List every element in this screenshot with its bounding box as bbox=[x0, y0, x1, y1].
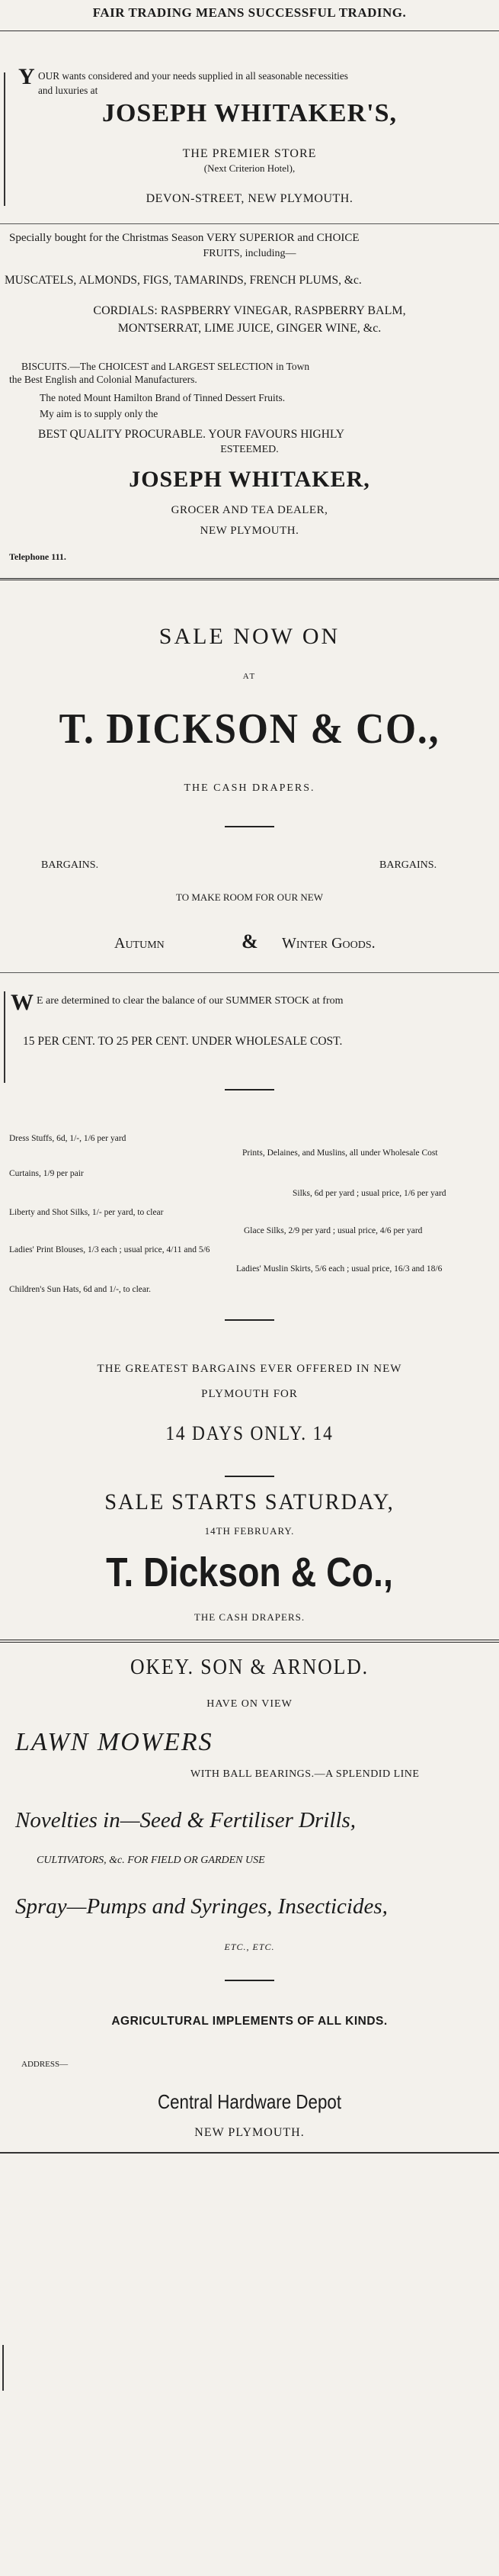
quality-line: BEST QUALITY PROCURABLE. YOUR FAVOURS HIGHLY bbox=[38, 428, 345, 441]
ball-bearings: WITH BALL BEARINGS.—A SPLENDID LINE bbox=[190, 1768, 420, 1780]
christmas-line: Specially bought for the Christmas Season VERY SUPERIOR and CHOICE bbox=[9, 232, 360, 244]
hamilton-line: The noted Mount Hamilton Brand of Tinned Dessert Fruits. bbox=[40, 392, 286, 403]
fruits-list: MUSCATELS, ALMONDS, FIGS, TAMARINDS, FRENCH PLUMS, &c. bbox=[5, 274, 362, 287]
cordials-line: MONTSERRAT, LIME JUICE, GINGER WINE, &c. bbox=[117, 322, 382, 335]
dickson-tagline: THE CASH DRAPERS. bbox=[184, 782, 315, 794]
bottom-divider bbox=[0, 2152, 499, 2154]
intro-line: OUR wants considered and your needs supplied in all seasonable necessities bbox=[38, 70, 348, 82]
price-item: Silks, 6d per yard ; usual price, 1/6 per yard bbox=[293, 1189, 446, 1198]
price-item: Ladies' Print Blouses, 1/3 each ; usual price, 4/11 and 5/6 bbox=[9, 1245, 210, 1254]
have-on-view: HAVE ON VIEW bbox=[206, 1698, 293, 1710]
left-margin-line bbox=[4, 72, 5, 206]
store-title: THE PREMIER STORE bbox=[182, 147, 317, 160]
signature-name: JOSEPH WHITAKER, bbox=[129, 467, 370, 492]
section-divider bbox=[0, 1640, 499, 1643]
whitaker-name: JOSEPH WHITAKER'S, bbox=[101, 99, 398, 127]
short-rule bbox=[225, 1476, 274, 1477]
sale-starts: SALE STARTS SATURDAY, bbox=[104, 1489, 395, 1514]
cordials-line: CORDIALS: RASPBERRY VINEGAR, RASPBERRY BALM, bbox=[93, 304, 406, 317]
ampersand: & bbox=[242, 930, 258, 952]
short-rule bbox=[225, 1319, 274, 1321]
price-item: Glace Silks, 2/9 per yard ; usual price, 4/6 per yard bbox=[244, 1226, 423, 1235]
short-rule bbox=[225, 1980, 274, 1981]
quality-line: ESTEEMED. bbox=[220, 444, 279, 455]
lawn-mowers: LAWN MOWERS bbox=[15, 1728, 213, 1756]
cultivators-line: CULTIVATORS, &c. FOR FIELD OR GARDEN USE bbox=[37, 1855, 265, 1866]
left-margin-line bbox=[2, 2345, 4, 2391]
store-note: (Next Criterion Hotel), bbox=[203, 162, 296, 174]
clearance-line: E are determined to clear the balance of our SUMMER STOCK at from bbox=[37, 995, 344, 1007]
signature-role: GROCER AND TEA DEALER, bbox=[171, 504, 328, 516]
implements-line: AGRICULTURAL IMPLEMENTS OF ALL KINDS. bbox=[111, 2015, 388, 2028]
greatest-line: THE GREATEST BARGAINS EVER OFFERED IN NEW bbox=[97, 1363, 402, 1375]
sale-date: 14TH FEBRUARY. bbox=[204, 1525, 295, 1537]
etc-line: ETC., ETC. bbox=[224, 1942, 275, 1952]
depot-town: NEW PLYMOUTH. bbox=[194, 2126, 305, 2139]
clearance-line: 15 PER CENT. TO 25 PER CENT. UNDER WHOLESALE COST. bbox=[23, 1035, 343, 1048]
price-item: Curtains, 1/9 per pair bbox=[9, 1169, 84, 1178]
whitaker-headline: FAIR TRADING MEANS SUCCESSFUL TRADING. bbox=[92, 5, 407, 20]
autumn-word: Autumn bbox=[114, 935, 165, 952]
dickson-name-bold: T. Dickson & Co., bbox=[106, 1550, 393, 1595]
depot-name: Central Hardware Depot bbox=[157, 2090, 342, 2113]
price-item: Dress Stuffs, 6d, 1/-, 1/6 per yard bbox=[9, 1134, 126, 1143]
winter-word: Winter Goods. bbox=[282, 935, 376, 952]
bargains-right: BARGAINS. bbox=[379, 859, 437, 871]
biscuits-line: the Best English and Colonial Manufacturers. bbox=[9, 374, 197, 385]
novelties-line: Novelties in—Seed & Fertiliser Drills, bbox=[15, 1808, 357, 1832]
spray-line: Spray—Pumps and Syringes, Insecticides, bbox=[15, 1894, 388, 1919]
short-rule bbox=[225, 826, 274, 827]
sale-now-on: SALE NOW ON bbox=[158, 624, 341, 649]
greatest-line: PLYMOUTH FOR bbox=[201, 1388, 298, 1400]
biscuits-line: BISCUITS.—The CHOICEST and LARGEST SELECTION in Town bbox=[21, 361, 310, 372]
address-label: ADDRESS— bbox=[21, 2060, 69, 2069]
price-item: Prints, Delaines, and Muslins, all under Wholesale Cost bbox=[242, 1148, 438, 1158]
divider bbox=[0, 972, 499, 973]
bargains-left: BARGAINS. bbox=[41, 859, 99, 871]
store-address: DEVON-STREET, NEW PLYMOUTH. bbox=[146, 192, 353, 205]
room-line: TO MAKE ROOM FOR OUR NEW bbox=[176, 891, 323, 903]
dickson-tagline: THE CASH DRAPERS. bbox=[194, 1611, 305, 1623]
at-label: AT bbox=[242, 672, 257, 681]
price-item: Ladies' Muslin Skirts, 5/6 each ; usual price, 16/3 and 18/6 bbox=[236, 1264, 443, 1274]
okey-name: OKEY. SON & ARNOLD. bbox=[130, 1656, 369, 1679]
dickson-name: T. DICKSON & CO., bbox=[59, 705, 440, 753]
divider bbox=[0, 223, 499, 224]
short-rule bbox=[225, 1089, 274, 1090]
signature-town: NEW PLYMOUTH. bbox=[200, 525, 299, 537]
price-item: Liberty and Shot Silks, 1/- per yard, to clear bbox=[9, 1208, 164, 1217]
price-item: Children's Sun Hats, 6d and 1/-, to clear. bbox=[9, 1285, 152, 1294]
intro-line: and luxuries at bbox=[38, 85, 98, 96]
telephone: Telephone 111. bbox=[9, 551, 66, 562]
christmas-line: FRUITS, including— bbox=[203, 248, 296, 259]
section-divider bbox=[0, 578, 499, 580]
left-margin-line bbox=[4, 991, 5, 1083]
drop-capital: Y bbox=[18, 64, 35, 89]
drop-capital: W bbox=[11, 990, 34, 1015]
aim-line: My aim is to supply only the bbox=[40, 408, 158, 419]
fourteen-days: 14 DAYS ONLY. 14 bbox=[165, 1422, 334, 1444]
